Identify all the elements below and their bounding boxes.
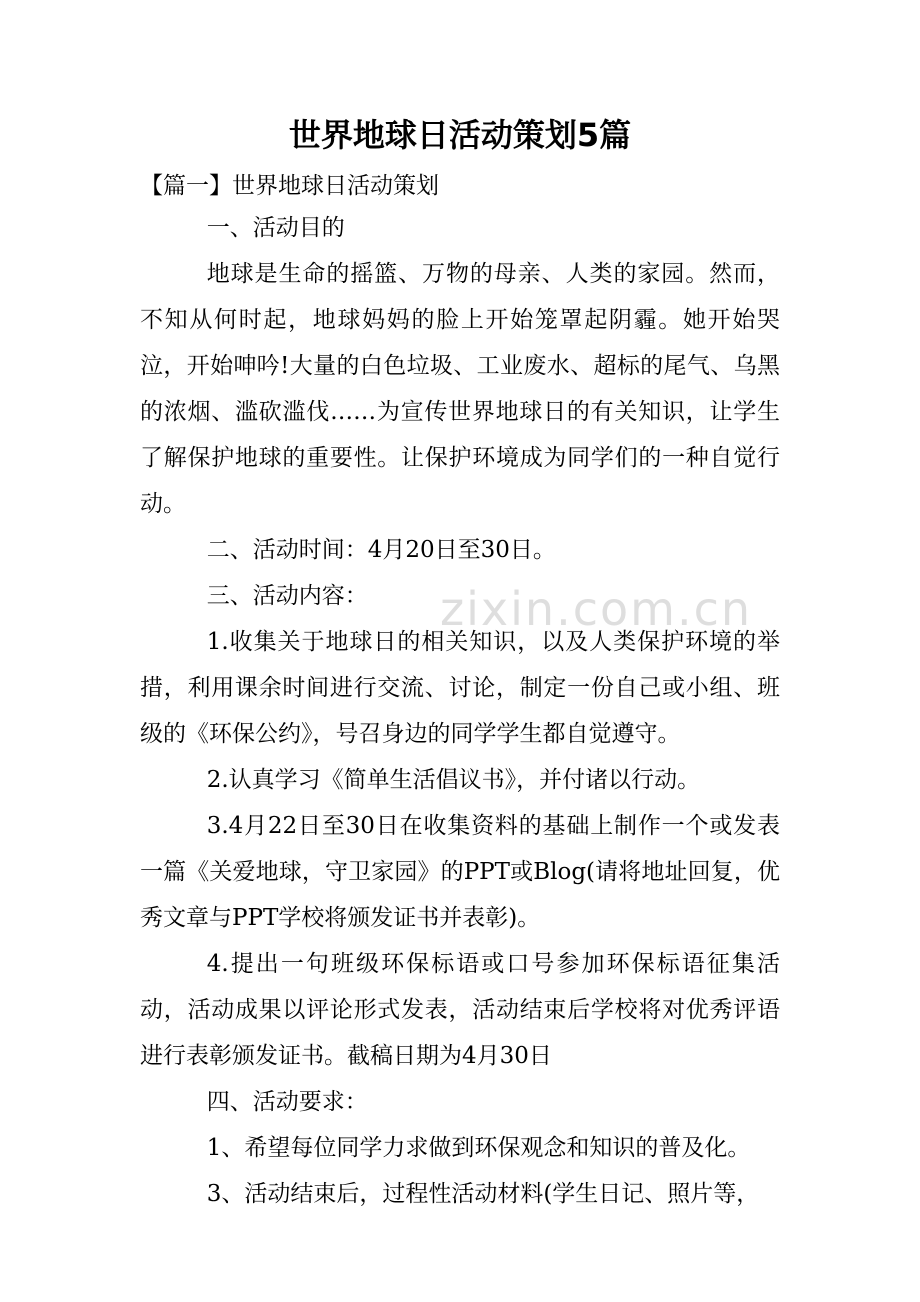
list-item-1: 1.收集关于地球日的相关知识，以及人类保护环境的举措，利用课余时间进行交流、讨论，制定一份自己或小组、班级的《环保公约》，号召身边的同学学生都自觉遵守。 xyxy=(140,629,780,747)
section-heading-content: 三、活动内容： xyxy=(206,583,368,609)
section-heading-purpose: 一、活动目的 xyxy=(206,215,345,241)
list-item-4: 4.提出一句班级环保标语或口号参加环保标语征集活动，活动成果以评论形式发表，活动结束后学校将对优秀评语进行表彰颁发证书。截稿日期为4月30日 xyxy=(140,951,780,1069)
section-heading: 【篇一】世界地球日活动策划 xyxy=(140,173,439,199)
document-body xyxy=(140,205,780,1217)
document-title: 世界地球日活动策划5篇 xyxy=(288,116,632,154)
paragraph-time: 二、活动时间：4月20日至30日。 xyxy=(206,537,556,563)
requirement-item-1: 1、希望每位同学力求做到环保观念和知识的普及化。 xyxy=(206,1135,751,1161)
watermark: zixin.com.cn xyxy=(440,582,753,636)
requirement-item-3: 3、活动结束后，过程性活动材料(学生日记、照片等， xyxy=(206,1181,760,1207)
list-item-2: 2.认真学习《简单生活倡议书》，并付诸以行动。 xyxy=(206,767,701,793)
section-heading-requirements: 四、活动要求： xyxy=(206,1089,368,1115)
paragraph-purpose: 地球是生命的摇篮、万物的母亲、人类的家园。然而，不知从何时起，地球妈妈的脸上开始笼罩起阴霾。她开始哭泣，开始呻吟!大量的白色垃圾、工业废水、超标的尾气、乌黑的浓烟、滥砍滥伐……为宣传世界地球日的有关知识，让学生了解保护地球的重要性。让保护环境成为同学们的一种自觉行动。 xyxy=(140,261,780,517)
list-item-3: 3.4月22日至30日在收集资料的基础上制作一个或发表一篇《关爱地球，守卫家园》的PPT或Blog(请将地址回复，优秀文章与PPT学校将颁发证书并表彰)。 xyxy=(140,813,780,931)
